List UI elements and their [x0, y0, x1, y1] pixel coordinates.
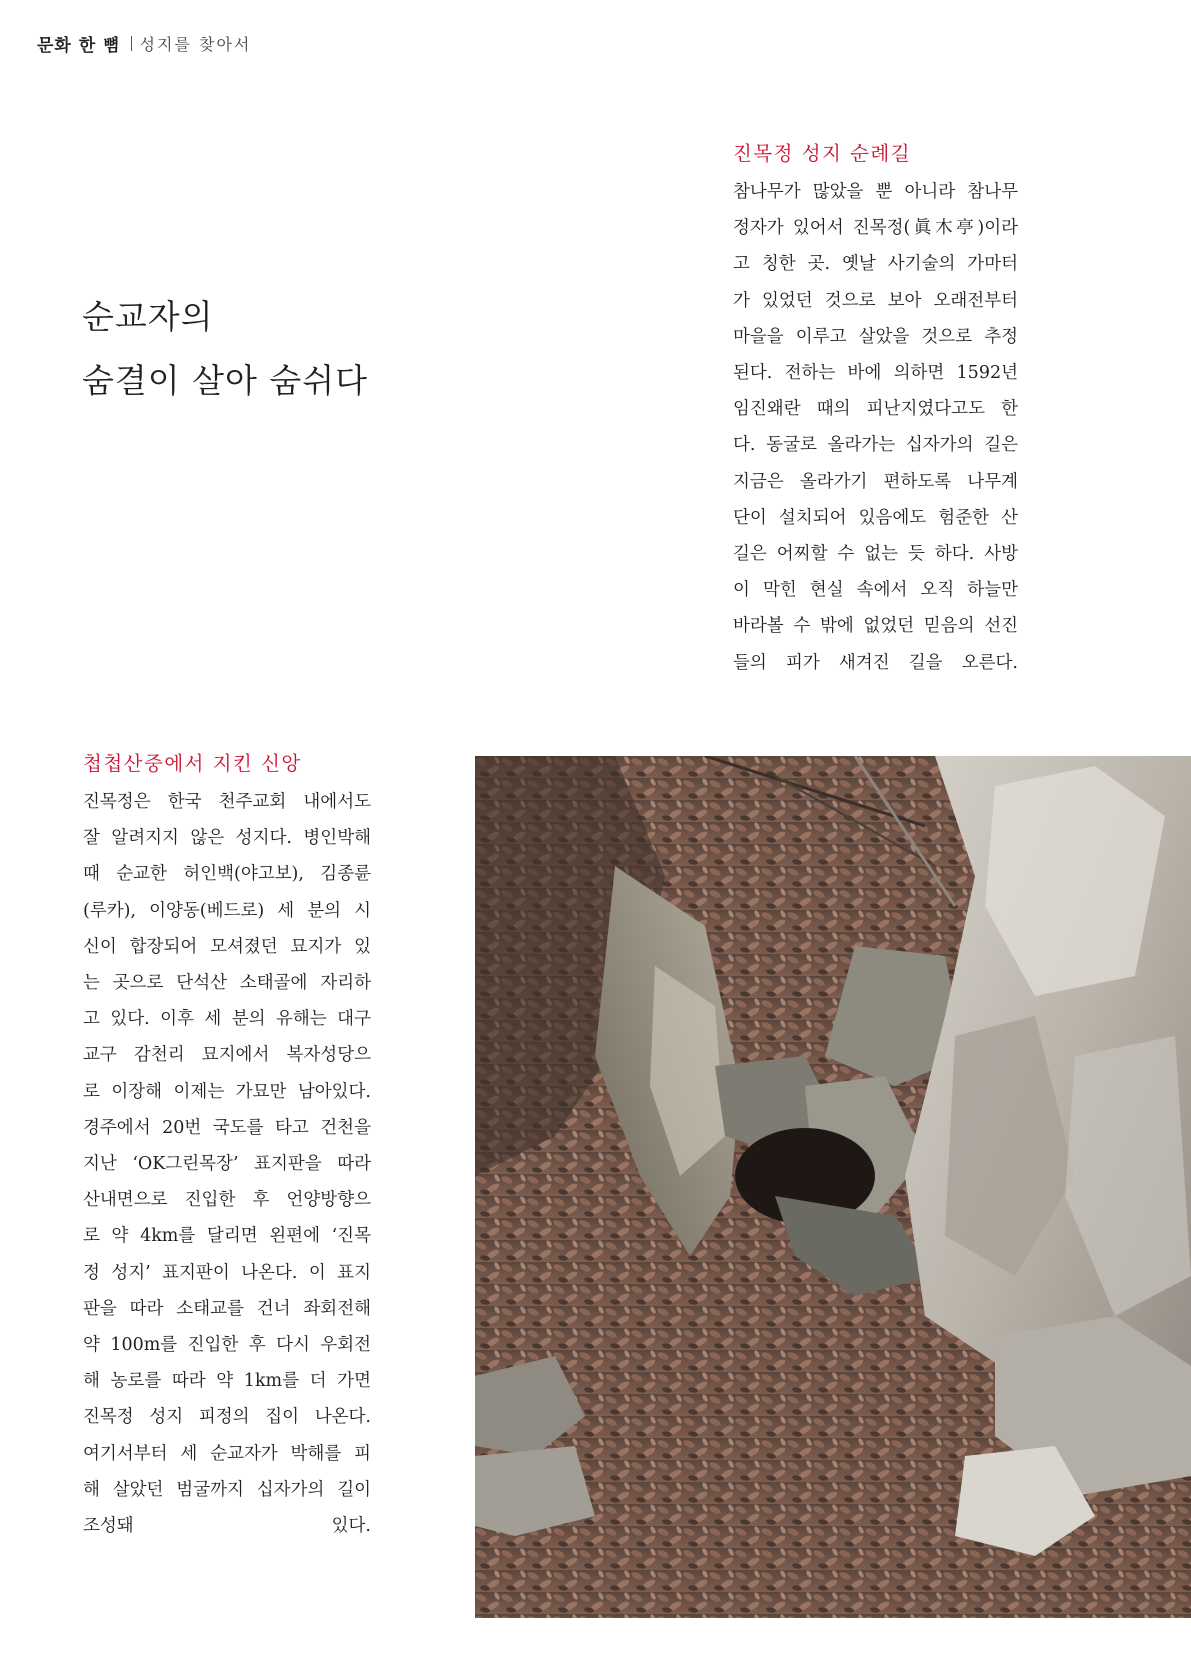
article-block-pilgrimage [733, 140, 1018, 681]
rock-ravine-photo [475, 756, 1191, 1618]
text-line: (루카), 이양동(베드로) 세 분의 시 [83, 900, 371, 921]
title-line-2: 숨결이 살아 숨쉬다 [82, 361, 369, 400]
text-line: 지난 ‘OK그린목장’ 표지판을 따라 [83, 1154, 371, 1175]
block-body [83, 784, 371, 1544]
text-line: 가 있었던 것으로 보아 오래전부터 [733, 290, 1018, 311]
text-line: 고 칭한 곳. 옛날 사기술의 가마터 [733, 254, 1018, 275]
text-line: 마을을 이루고 살았을 것으로 추정 [733, 326, 1018, 347]
text-line: 고 있다. 이후 세 분의 유해는 대구 [83, 1009, 371, 1030]
article-block-faith [83, 750, 371, 1544]
text-line: 조성돼 있다. [83, 1516, 371, 1537]
page-header [37, 28, 251, 58]
text-line: 된다. 전하는 바에 의하면 1592년 [733, 363, 1018, 384]
text-line: 교구 감천리 묘지에서 복자성당으 [83, 1045, 371, 1066]
text-line: 진목정 성지 피정의 집이 나온다. [83, 1407, 371, 1428]
text-line: 로 약 4km를 달리면 왼편에 ‘진목 [83, 1226, 371, 1247]
text-line: 들의 피가 새겨진 길을 오른다. [733, 652, 1018, 673]
text-line: 임진왜란 때의 피난지였다고도 한 [733, 399, 1018, 420]
text-line: 바라볼 수 밖에 없었던 믿음의 선진 [733, 616, 1018, 637]
article-title [82, 285, 368, 413]
text-line: 경주에서 20번 국도를 타고 건천을 [83, 1117, 371, 1138]
text-line: 판을 따라 소태교를 건너 좌회전해 [83, 1298, 371, 1319]
text-line: 해 농로를 따라 약 1km를 더 가면 [83, 1371, 371, 1392]
text-line: 정자가 있어서 진목정(眞木亭)이라 [733, 218, 1018, 239]
text-line: 때 순교한 허인백(야고보), 김종륜 [83, 864, 371, 885]
block-body [733, 174, 1018, 681]
text-line: 잘 알려지지 않은 성지다. 병인박해 [83, 828, 371, 849]
text-line: 산내면으로 진입한 후 언양방향으 [83, 1190, 371, 1211]
header-divider [131, 36, 132, 51]
photo-illustration [475, 756, 1191, 1618]
text-line: 는 곳으로 단석산 소태골에 자리하 [83, 973, 371, 994]
title-line-1: 순교자의 [82, 297, 214, 336]
text-line: 신이 합장되어 모셔졌던 묘지가 있 [83, 936, 371, 957]
text-line: 해 살았던 범굴까지 십자가의 길이 [83, 1479, 371, 1500]
text-line: 참나무가 많았을 뿐 아니라 참나무 [733, 182, 1018, 202]
text-line: 여기서부터 세 순교자가 박해를 피 [83, 1443, 371, 1464]
text-line: 다. 동굴로 올라가는 십자가의 길은 [733, 435, 1018, 456]
text-line: 길은 어찌할 수 없는 듯 하다. 사방 [733, 544, 1018, 565]
section-subtitle: 성지를 찾아서 [139, 34, 252, 54]
block-heading: 진목정 성지 순례길 [733, 142, 912, 165]
text-line: 약 100m를 진입한 후 다시 우회전 [83, 1335, 371, 1356]
section-name: 문화 한 뼘 [37, 35, 121, 56]
text-line: 정 성지’ 표지판이 나온다. 이 표지 [83, 1262, 371, 1283]
block-heading: 첩첩산중에서 지킨 신앙 [83, 752, 302, 775]
text-line: 지금은 올라가기 편하도록 나무계 [733, 471, 1018, 492]
text-line: 로 이장해 이제는 가묘만 남아있다. [83, 1081, 371, 1102]
text-line: 진목정은 한국 천주교회 내에서도 [83, 792, 371, 812]
text-line: 단이 설치되어 있음에도 험준한 산 [733, 507, 1018, 528]
text-line: 이 막힌 현실 속에서 오직 하늘만 [733, 580, 1018, 601]
